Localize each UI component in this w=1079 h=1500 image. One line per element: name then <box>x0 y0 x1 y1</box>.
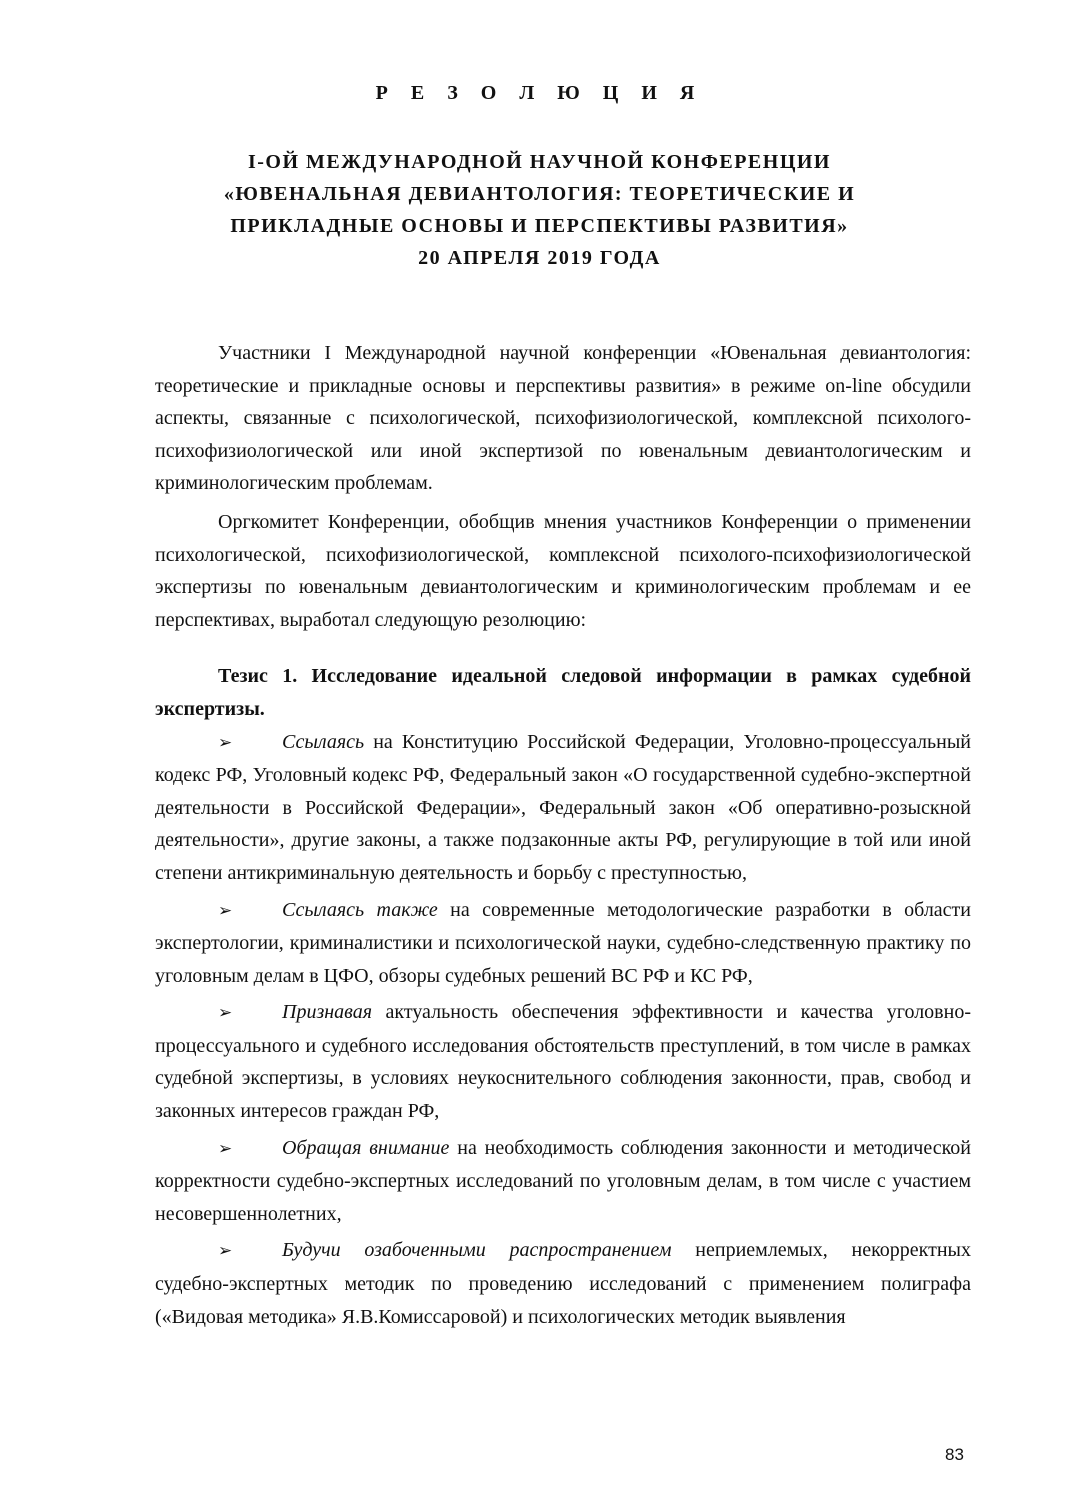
list-item-lead: Ссылаясь <box>282 730 365 753</box>
document-body <box>155 337 971 1337</box>
conference-title-line: ПРИКЛАДНЫЕ ОСНОВЫ И ПЕРСПЕКТИВЫ РАЗВИТИЯ» <box>230 215 849 237</box>
arrow-bullet-icon: ➢ <box>218 1138 233 1159</box>
conference-title <box>150 146 929 274</box>
list-item <box>155 1234 971 1333</box>
list-item-lead: Ссылаясь также <box>282 898 438 921</box>
list-item-lead: Признавая <box>282 1001 373 1024</box>
list-item-lead: Будучи озабоченными распространением <box>282 1239 672 1262</box>
conference-date: 20 АПРЕЛЯ 2019 ГОДА <box>418 247 661 269</box>
intro-paragraph: Участники I Международной научной конференции «Ювенальная девиантология: теоретические и прикладные основы и перспективы развития» в режиме on-line обсудили аспекты, связанные с психологической, психофизиологической, комплексной психолого-психофизиологической или иной экспертизой по ювенальным девиантологическим и криминологическим проблемам. <box>155 342 971 495</box>
list-item-text: на необходимость соблюдения законности и методической корректности судебно-экспертных исследований по уголовным делам, в том числе с участием несовершеннолетних, <box>155 1136 972 1225</box>
arrow-bullet-icon: ➢ <box>218 1241 233 1262</box>
intro-paragraph: Оргкомитет Конференции, обобщив мнения участников Конференции о применении психологической, психофизиологической, комплексной психолого-психофизиологической экспертизы по ювенальным девиантологическим и криминологическим проблемам и ее перспективах, выработал следующую резолюцию: <box>155 510 971 631</box>
resolution-heading: Р Е З О Л Ю Ц И Я <box>375 82 704 104</box>
list-item <box>155 726 971 890</box>
list-item <box>155 894 971 993</box>
arrow-bullet-icon: ➢ <box>218 1003 233 1024</box>
list-item-text: актуальность обеспечения эффективности и качества уголовно-процессуального и судебного исследования обстоятельств преступлений, в том числе в рамках судебной экспертизы, в условиях неукоснительного соблюдения законности, прав, свобод и законных интересов граждан РФ, <box>155 1001 971 1123</box>
arrow-bullet-icon: ➢ <box>218 900 233 921</box>
list-item-lead: Обращая внимание <box>282 1136 450 1159</box>
conference-title-line: I-ОЙ МЕЖДУНАРОДНОЙ НАУЧНОЙ КОНФЕРЕНЦИИ <box>247 151 831 173</box>
list-item-text: на современные методологические разработки в области экспертологии, криминалистики и психологической науки, судебно-следственную практику по уголовным делам в ЦФО, обзоры судебных решений ВС РФ и КС РФ, <box>155 898 971 987</box>
list-item-text: на Конституцию Российской Федерации, Уголовно-процессуальный кодекс РФ, Уголовный кодекс РФ, Федеральный закон «О государственной судебно-экспертной деятельности в Российской Федерации», Федеральный закон «Об оперативно-розыскной деятельности», другие законы, а также подзаконные акты РФ, регулирующие в той или иной степени антикриминальную деятельность и борьбу с преступностью, <box>155 730 971 884</box>
page-number: 83 <box>945 1445 964 1464</box>
list-item-text: неприемлемых, некорректных судебно-экспертных методик по проведению исследований с применением полиграфа («Видовая методика» Я.В.Комиссаровой) и психологических методик выявления <box>155 1239 971 1328</box>
list-item <box>155 1132 971 1231</box>
conference-title-line: «ЮВЕНАЛЬНАЯ ДЕВИАНТОЛОГИЯ: ТЕОРЕТИЧЕСКИЕ И <box>223 183 856 205</box>
list-item <box>155 996 971 1127</box>
arrow-bullet-icon: ➢ <box>218 732 233 753</box>
thesis-heading: Тезис 1. Исследование идеальной следовой информации в рамках судебной экспертизы. <box>155 665 971 720</box>
